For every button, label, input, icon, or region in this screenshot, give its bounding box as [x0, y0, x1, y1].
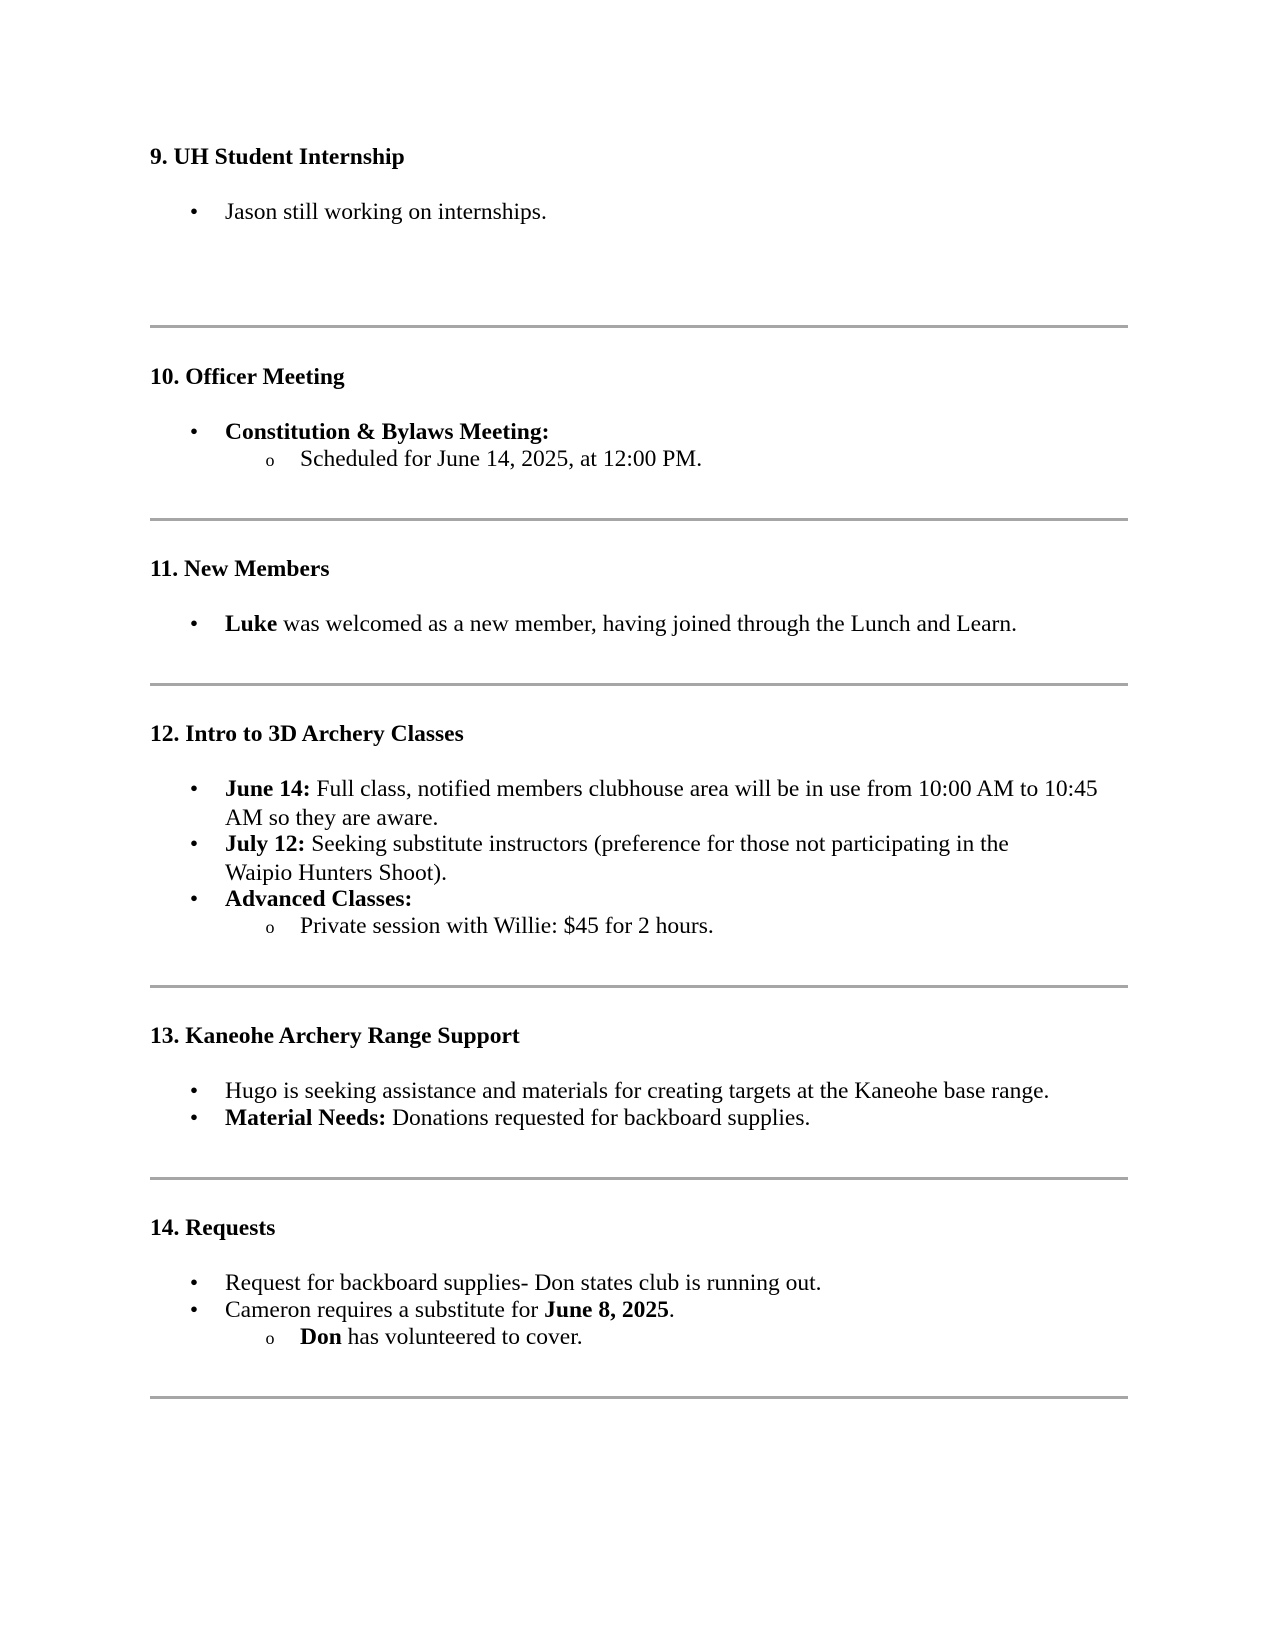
item-bold-label: Material Needs:: [225, 1105, 387, 1131]
section-heading-10: 10. Officer Meeting: [150, 364, 345, 390]
sub-bullet-icon: o: [265, 1328, 275, 1348]
bullet-icon: •: [189, 199, 199, 225]
item-bold-date: June 8, 2025: [544, 1297, 669, 1323]
bullet-icon: •: [189, 776, 199, 802]
section-divider: [150, 1396, 1128, 1399]
section-heading-9: 9. UH Student Internship: [150, 144, 405, 170]
item-text: Hugo is seeking assistance and materials for creating targets at the Kaneohe base range.: [225, 1078, 1050, 1104]
item-text: Request for backboard supplies- Don states club is running out.: [225, 1270, 822, 1296]
section-heading-13: 13. Kaneohe Archery Range Support: [150, 1023, 520, 1049]
item-bold-label: Don: [300, 1324, 342, 1350]
bullet-icon: •: [189, 1105, 199, 1131]
section-divider: [150, 683, 1128, 686]
item-text: Cameron requires a substitute for: [225, 1297, 545, 1323]
item-text: Full class, notified members clubhouse area will be in use from 10:00 AM to 10:45 AM so they are aware.: [225, 776, 1098, 831]
item-bold-label: June 14:: [225, 776, 311, 802]
sub-bullet-icon: o: [265, 450, 275, 470]
bullet-icon: •: [189, 1270, 199, 1296]
section-divider: [150, 325, 1128, 328]
item-text: Scheduled for June 14, 2025, at 12:00 PM.: [300, 446, 703, 472]
list-item: [189, 1077, 1125, 1106]
section-divider: [150, 985, 1128, 988]
bullet-icon: •: [189, 1078, 199, 1104]
item-text: Jason still working on internships.: [225, 199, 547, 225]
item-text: Donations requested for backboard supplies.: [386, 1105, 811, 1131]
bullet-icon: •: [189, 831, 199, 857]
item-bold-label: Luke: [225, 611, 278, 637]
bullet-icon: •: [189, 1297, 199, 1323]
item-text: Private session with Willie: $45 for 2 hours.: [300, 913, 714, 939]
section-heading-12: 12. Intro to 3D Archery Classes: [150, 721, 464, 747]
sub-list-item: [265, 912, 1120, 941]
bullet-icon: •: [189, 419, 199, 445]
item-bold-label: Constitution & Bylaws Meeting:: [225, 419, 550, 445]
list-item: [189, 198, 1125, 227]
section-divider: [150, 518, 1128, 521]
bullet-icon: •: [189, 611, 199, 637]
section-heading-14: 14. Requests: [150, 1215, 276, 1241]
sub-list-item: [265, 1323, 1120, 1352]
item-bold-label: July 12:: [225, 831, 306, 857]
sub-bullet-icon: o: [265, 917, 275, 937]
section-heading-11: 11. New Members: [150, 556, 330, 582]
item-text: was welcomed as a new member, having joined through the Lunch and Learn.: [277, 611, 1017, 637]
list-item: [189, 610, 1125, 639]
bullet-icon: •: [189, 886, 199, 912]
sub-list-item: [265, 445, 1120, 474]
list-item: [189, 418, 1125, 447]
list-item: [189, 1296, 1125, 1325]
list-item: [189, 1269, 1125, 1298]
list-item: [189, 1104, 1125, 1133]
item-bold-label: Advanced Classes:: [225, 886, 413, 912]
list-item: [189, 775, 1105, 833]
item-text: Seeking substitute instructors (preference for those not participating in the Waipio Hunters Shoot).: [225, 831, 1009, 886]
item-text-end: .: [668, 1297, 675, 1323]
item-text: has volunteered to cover.: [341, 1324, 583, 1350]
section-divider: [150, 1177, 1128, 1180]
list-item: [189, 885, 1125, 914]
list-item: [189, 830, 1075, 888]
